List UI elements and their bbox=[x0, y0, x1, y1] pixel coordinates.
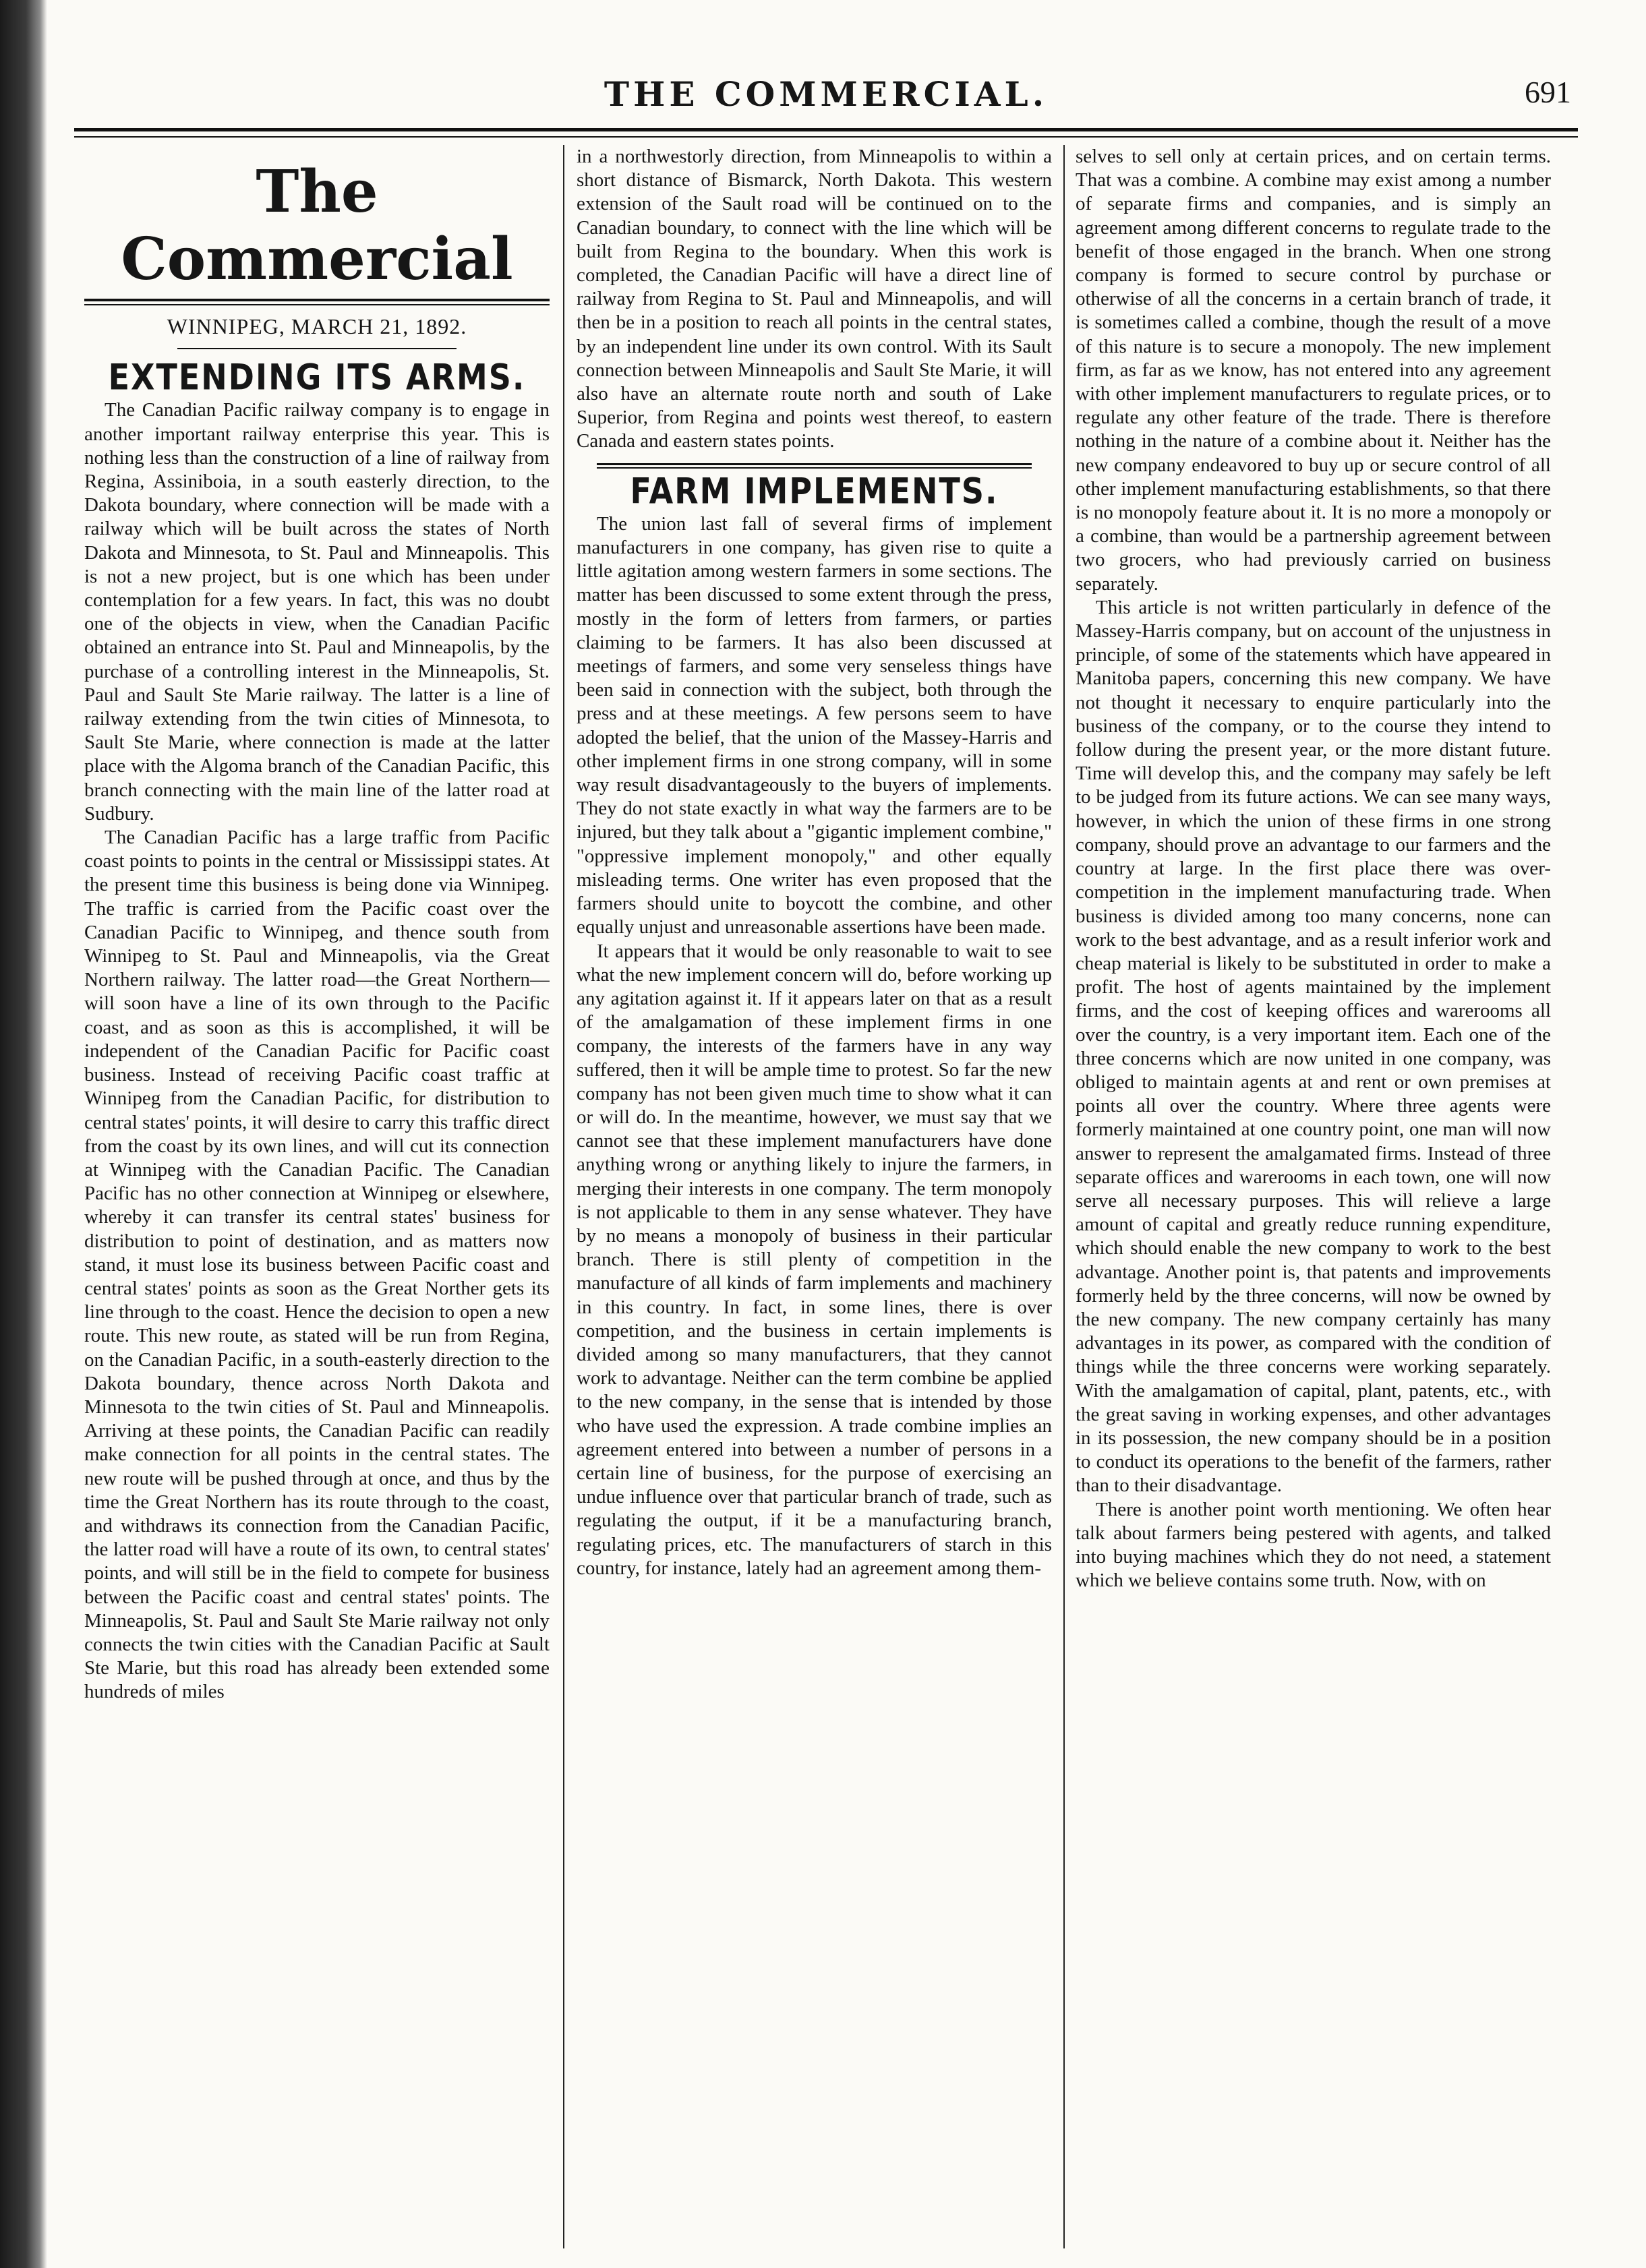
column-1 bbox=[84, 145, 550, 2248]
headline-farm-implements: FARM IMPLEMENTS. bbox=[630, 469, 999, 512]
article-paragraph: The union last fall of several firms of implement manufacturers in one company, has given rise to quite a little agitation among western farmers in some sections. The matter has been discussed to some extent through the press, mostly in the form of letters from farmers, or parties claiming to be farmers. It has also been discussed at meetings of farmers, and some very senseless things have been said in connection with the subject, both through the press and at these meetings. A few persons seem to have adopted the belief, that the union of the Massey-Harris and other implement firms in one strong company, will in some way result disadvantageously to the buyers of implements. They do not state exactly in what way the farmers are to be injured, but they talk about a "gigantic implement combine," "oppressive implement monopoly," and other equally misleading terms. One writer has even proposed that the farmers should unite to boycott the combine, and other equally unjust and unreasonable assertions have been made. bbox=[577, 512, 1052, 938]
column-divider bbox=[563, 145, 564, 2248]
headline-extending-its-arms: EXTENDING ITS ARMS. bbox=[108, 356, 526, 398]
page-number: 691 bbox=[1525, 75, 1571, 109]
running-header bbox=[74, 74, 1578, 121]
nameplate-title: The Commercial bbox=[121, 158, 513, 293]
column-divider bbox=[1063, 145, 1065, 2248]
page-binding-edge bbox=[0, 0, 47, 2268]
article-paragraph: in a northwestorly direction, from Minneapolis to within a short distance of Bismarck, North Dakota. This western extension of the Sault road will be continued on to the Canadian boundary, to connect with the line which will be built from Regina to the boundary. When this work is completed, the Canadian Pacific will have a direct line of railway from Regina to St. Paul and Minneapolis, and will then be in a position to reach all points in the central states, by an independent line under its own control. With its Sault connection between Minneapolis and Sault Ste Marie, it will also have an alternate route north and south of Lake Superior, from Regina and points west thereof, to eastern Canada and eastern states points. bbox=[577, 146, 1052, 452]
nameplate-rule bbox=[84, 299, 550, 301]
article-paragraph: There is another point worth mentioning. We often hear talk about farmers being pestered with agents, and talked into buying machines which they do not need, a statement which we believe contains some truth. Now, with on bbox=[1076, 1498, 1551, 1592]
header-rule bbox=[74, 128, 1578, 131]
article-paragraph: The Canadian Pacific railway company is to engage in another important railway enterprise this year. This is nothing less than the construction of a line of railway from Regina, Assiniboia, in a south easterly direction, to the Dakota boundary, where connection will be made with a railway which will be built across the states of North Dakota and Minnesota, to St. Paul and Minneapolis. This is not a new project, but is one which has been under contemplation for a few years. In fact, this was no doubt one of the objects in view, when the Canadian Pacific obtained an entrance into St. Paul and Minneapolis, by the purchase of a controlling interest in the Minneapolis, St. Paul and Sault Ste Marie railway. The latter is a line of railway extending from the twin cities of Minnesota, to Sault Ste Marie, where connection is made at the latter place with the Algoma branch of the Canadian Pacific, this branch connecting with the main line of the latter road at Sudbury. bbox=[84, 399, 550, 825]
article-paragraph: This article is not written particularly in defence of the Massey-Harris company, but on account of the unjustness in principle, of some of the statements which have appeared in Manitoba papers, concerning this new company. We have not thought it necessary to enquire particularly into the business of the company, or to the course they intend to follow during the present year, or the more distant future. Time will develop this, and the company may safely be left to be judged from its future actions. We can see many ways, however, in which the union of these firms in one strong company, should prove an advantage to our farmers and the country at large. In the first place there was over-competition in the implement manufacturing trade. When business is divided among too many concerns, none can work to the best advantage, and as a result inferior work and cheap material is likely to be substituted in order to make a profit. The host of agents maintained by the implement firms, and the cost of keeping offices and warerooms all over the country, is a very important item. Each one of the three concerns which are now united in one company, was obliged to maintain agents at and rent or own premises at points all over the country. Where three agents were formerly maintained at one country point, one man will now answer to represent the amalgamated firms. Instead of three separate offices and warerooms in each town, one will now serve all necessary purposes. This will relieve a large amount of capital and greatly reduce running expenditure, which should enable the new company to work to the best advantage. Another point is, that patents and improvements formerly held by the three concerns, will now be owned by the new company. The new company certainly has many advantages in its power, as compared with the condition of things while the three concerns were working separately. With the amalgamation of capital, plant, patents, etc., with the great saving in working expenses, and other advantages in its possession, the new company should be in a position to conduct its operations to the benefit of the farmers, rather than to their disadvantage. bbox=[1076, 596, 1551, 1497]
article-paragraph: It appears that it would be only reasonable to wait to see what the new implement concern will do, before working up any agitation against it. If it appears later on that as a result of the amalgamation of these implement firms in one company, the interests of the farmers have in any way suffered, then it will be ample time to protest. So far the new company has not been given much time to show what it can or will do. In the meantime, however, we must say that we cannot see that these implement manufacturers have done anything wrong or anything likely to injure the farmers, in merging their interests in one company. The term monopoly is not applicable to them in any sense whatever. They have by no means a monopoly of business in their particular branch. There is still plenty of competition in the manufacture of all kinds of farm implements and machinery in this country. In fact, in some lines, there is over competition, and the business in certain implements is divided among so many manufacturers, that they cannot work to advantage. Neither can the term combine be applied to the new company, in the sense that is intended by those who have used the expression. A trade combine implies an agreement entered into between a number of persons in a certain line of business, for the purpose of exercising an undue influence over that particular branch of trade, such as regulating the output, if it be a manufacturing branch, regulating prices, etc. The manufacturers of starch in this country, for instance, lately had an agreement among them- bbox=[577, 940, 1052, 1579]
section-rule-thin bbox=[597, 467, 1032, 469]
column-3 bbox=[1076, 145, 1551, 2248]
article-paragraph: The Canadian Pacific has a large traffic from Pacific coast points to points in the central or Mississippi states. At the present time this business is being done via Winnipeg. The traffic is carried from the Pacific coast over the Canadian Pacific to Winnipeg, and thence south from Winnipeg to St. Paul and Minneapolis, via the Great Northern railway. The latter road—the Great Northern—will soon have a line of its own through to the Pacific coast, and as soon as this is accomplished, it will be independent of the Canadian Pacific for Pacific coast business. Instead of receiving Pacific coast traffic at Winnipeg from the Canadian Pacific, for distribution to central states' points, it will desire to carry this traffic direct from the coast by its own lines, and will cut its connection at Winnipeg with the Canadian Pacific. The Canadian Pacific has no other connection at Winnipeg or elsewhere, whereby it can transfer its central states' business for distribution to point of destination, and as matters now stand, it must lose its business between Pacific coast and central states' points as soon as the Great Norther gets its line through to the coast. Hence the decision to open a new route. This new route, as stated will be run from Regina, on the Canadian Pacific, in a south-easterly direction to the Dakota boundary, thence across North Dakota and Minnesota to the twin cities of St. Paul and Minneapolis. Arriving at these points, the Canadian Pacific can readily make connection for all points in the central states. The new route will be pushed through at once, and thus by the time the Great Northern has its route through to the coast, and withdraws its connection from the Canadian Pacific, the latter road will have a route of its own, to central states' points, and will still be in the field to compete for business between the Pacific coast and central states' points. The Minneapolis, St. Paul and Sault Ste Marie railway not only connects the twin cities with the Canadian Pacific at Sault Ste Marie, but this road has already been extended some hundreds of miles bbox=[84, 827, 550, 1703]
article-paragraph: selves to sell only at certain prices, and on certain terms. That was a combine. A combine may exist among a number of separate firms and companies, and is simply an agreement among different concerns to regulate trade to the benefit of those engaged in the branch. When one strong company is formed to secure control by purchase or otherwise of all the concerns in a certain branch of trade, it is sometimes called a combine, though the result of a move of this nature is to secure a monopoly. The new implement firm, as far as we know, has not entered into any agreement with other implement manufacturers to regulate prices, or to regulate any other feature of the trade. There is therefore nothing in the nature of a combine about it. Neither has the new company endeavored to buy up or secure control of all other implement manufacturing establishments, so that there is no monopoly feature about it. It is no more a monopoly or a combine, than would be a partnership agreement between two grocers, who had previously carried on business separately. bbox=[1076, 146, 1551, 595]
column-2 bbox=[577, 145, 1052, 2248]
dateline-rule bbox=[177, 348, 457, 349]
header-rule-thin bbox=[74, 136, 1578, 138]
dateline: WINNIPEG, MARCH 21, 1892. bbox=[167, 314, 467, 338]
nameplate-rule-thin bbox=[84, 304, 550, 305]
section-rule bbox=[597, 463, 1032, 465]
running-header-title: THE COMMERCIAL. bbox=[604, 74, 1049, 114]
